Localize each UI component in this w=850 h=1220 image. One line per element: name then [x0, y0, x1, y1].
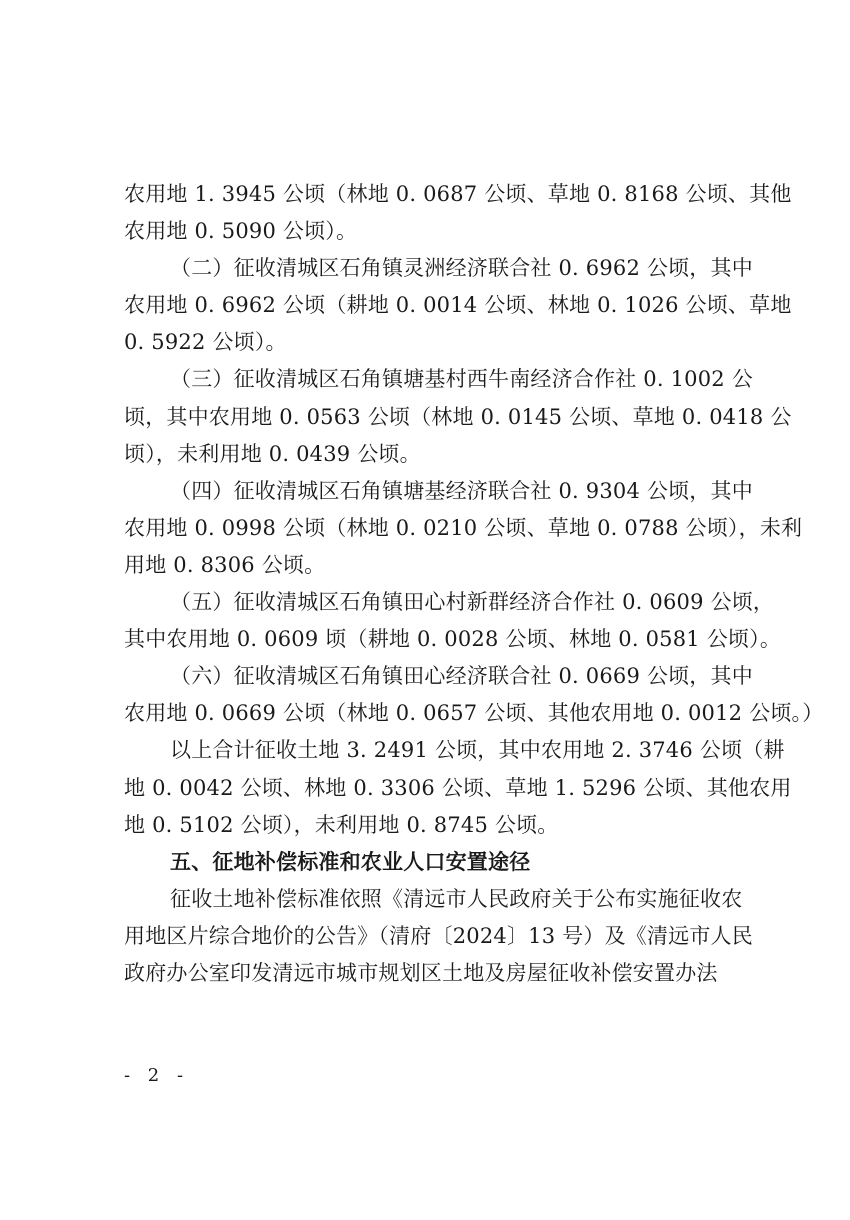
total-line-3: 地 0. 5102 公顷），未利用地 0. 8745 公顷。 — [124, 812, 559, 837]
body-line-2: 农用地 0. 5090 公顷）。 — [124, 219, 358, 244]
section-heading: 五、征地补偿标准和农业人口安置途径 — [170, 849, 531, 874]
item-3-line-2: 顷，其中农用地 0. 0563 公顷（林地 0. 0145 公顷、草地 0. 0418 公 — [124, 404, 792, 429]
item-4-line-2: 农用地 0. 0998 公顷（林地 0. 0210 公顷、草地 0. 0788 公顷），未利 — [124, 515, 803, 540]
item-2-line-2: 农用地 0. 6962 公顷（耕地 0. 0014 公顷、林地 0. 1026 公顷、草地 — [124, 293, 792, 318]
total-line-1: 以上合计征收土地 3. 2491 公顷，其中农用地 2. 3746 公顷（耕 — [170, 738, 785, 763]
item-3-line-1: （三）征收清城区石角镇塘基村西牛南经济合作社 0. 1002 公 — [170, 367, 753, 392]
total-line-2: 地 0. 0042 公顷、林地 0. 3306 公顷、草地 1. 5296 公顷、其他农用 — [124, 775, 792, 800]
item-2-line-3: 0. 5922 公顷）。 — [124, 330, 287, 355]
item-6-line-1: （六）征收清城区石角镇田心经济联合社 0. 0669 公顷，其中 — [170, 664, 753, 689]
item-2-line-1: （二）征收清城区石角镇灵洲经济联合社 0. 6962 公顷，其中 — [170, 256, 753, 281]
item-4-line-3: 用地 0. 8306 公顷。 — [124, 552, 326, 577]
page-number: - 2 - — [124, 1065, 190, 1086]
item-4-line-1: （四）征收清城区石角镇塘基经济联合社 0. 9304 公顷，其中 — [170, 478, 753, 503]
document-body — [124, 176, 824, 992]
item-3-line-3: 顷），未利用地 0. 0439 公顷。 — [124, 441, 421, 466]
section-line-1: 征收土地补偿标准依照《清远市人民政府关于公布实施征收农 — [170, 886, 743, 911]
section-line-2: 用地区片综合地价的公告》（清府〔2024〕13 号）及《清远市人民 — [124, 923, 753, 948]
item-5-line-1: （五）征收清城区石角镇田心村新群经济合作社 0. 0609 公顷， — [170, 590, 775, 615]
item-5-line-2: 其中农用地 0. 0609 顷（耕地 0. 0028 公顷、林地 0. 0581 公顷）。 — [124, 627, 782, 652]
item-6-line-2: 农用地 0. 0669 公顷（林地 0. 0657 公顷、其他农用地 0. 0012 公顷。） — [124, 701, 824, 726]
section-line-3: 政府办公室印发清远市城市规划区土地及房屋征收补偿安置办法 — [124, 960, 718, 985]
body-line-1: 农用地 1. 3945 公顷（林地 0. 0687 公顷、草地 0. 8168 公顷、其他 — [124, 182, 792, 206]
